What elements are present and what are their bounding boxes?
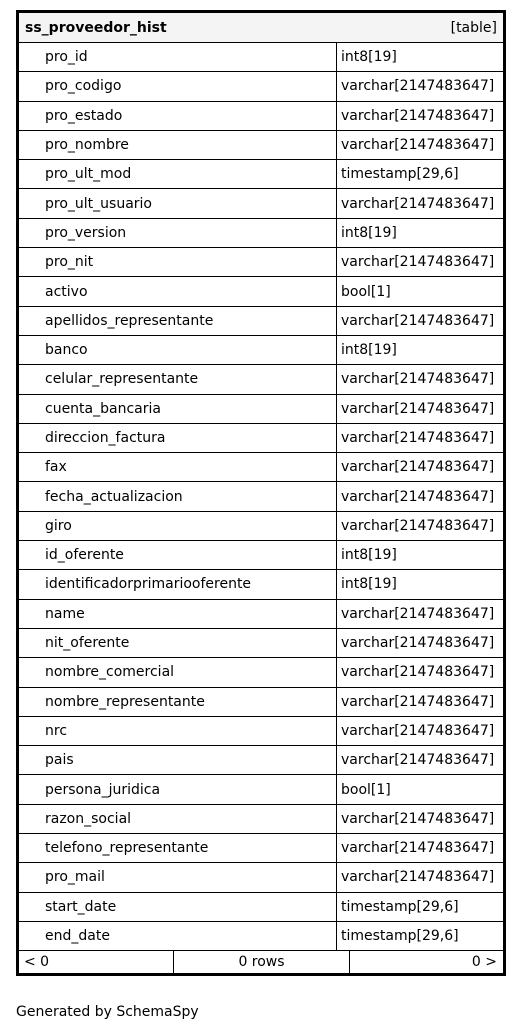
- footer-row-count: 0 rows: [174, 951, 350, 973]
- column-type: timestamp[29,6]: [341, 166, 459, 183]
- column-row: [19, 453, 503, 482]
- table-node: [16, 10, 506, 976]
- column-type: varchar[2147483647]: [341, 400, 495, 417]
- column-name: apellidos_representante: [19, 307, 337, 335]
- column-type: varchar[2147483647]: [341, 635, 495, 652]
- column-type: int8[19]: [341, 547, 397, 564]
- column-type: varchar[2147483647]: [341, 312, 495, 329]
- column-row: [19, 72, 503, 101]
- table-name: ss_proveedor_hist: [25, 19, 167, 36]
- column-name: pro_nit: [19, 248, 337, 276]
- column-row: [19, 43, 503, 72]
- column-row: [19, 219, 503, 248]
- column-type: varchar[2147483647]: [341, 195, 495, 212]
- column-row: [19, 277, 503, 306]
- column-name: pais: [19, 746, 337, 774]
- column-row: [19, 365, 503, 394]
- footer-parents-count: < 0: [19, 951, 174, 973]
- column-type: varchar[2147483647]: [341, 430, 495, 446]
- column-name: telefono_representante: [19, 834, 337, 862]
- column-type: varchar[2147483647]: [341, 752, 495, 769]
- column-name: pro_estado: [19, 102, 337, 130]
- column-name: pro_version: [19, 219, 337, 247]
- table-kind: [table]: [450, 19, 497, 36]
- column-name: pro_nombre: [19, 131, 337, 159]
- column-row: [19, 541, 503, 570]
- column-type: int8[19]: [341, 576, 397, 593]
- column-row: [19, 307, 503, 336]
- column-name: nombre_comercial: [19, 658, 337, 686]
- column-row: [19, 189, 503, 218]
- column-name: pro_mail: [19, 863, 337, 891]
- column-type: varchar[2147483647]: [341, 254, 495, 271]
- footer-children-count: 0 >: [471, 954, 497, 971]
- column-type: int8[19]: [341, 342, 397, 359]
- column-row: [19, 570, 503, 599]
- column-name: end_date: [19, 922, 337, 950]
- column-row: [19, 688, 503, 717]
- column-name: nit_oferente: [19, 629, 337, 657]
- column-name: pro_ult_usuario: [19, 189, 337, 217]
- column-name: razon_social: [19, 805, 337, 833]
- column-name: banco: [19, 336, 337, 364]
- column-type: varchar[2147483647]: [341, 517, 495, 534]
- column-row: [19, 424, 503, 453]
- column-name: fecha_actualizacion: [19, 482, 337, 510]
- column-type: varchar[2147483647]: [341, 810, 495, 827]
- column-row: [19, 395, 503, 424]
- column-type: varchar[2147483647]: [341, 137, 495, 154]
- column-row: [19, 131, 503, 160]
- column-name: identificadorprimariooferente: [19, 570, 337, 598]
- table-header: [19, 13, 503, 43]
- column-row: [19, 775, 503, 804]
- column-row: [19, 512, 503, 541]
- column-row: [19, 922, 503, 951]
- column-row: [19, 746, 503, 775]
- column-type: int8[19]: [341, 224, 397, 241]
- column-type: varchar[2147483647]: [341, 664, 495, 681]
- column-name: cuenta_bancaria: [19, 395, 337, 423]
- column-type: varchar[2147483647]: [341, 107, 495, 124]
- column-name: giro: [19, 512, 337, 540]
- column-name: start_date: [19, 893, 337, 921]
- column-name: activo: [19, 277, 337, 305]
- column-type: varchar[2147483647]: [341, 488, 495, 505]
- column-name: direccion_factura: [19, 424, 337, 452]
- column-name: name: [19, 600, 337, 628]
- column-row: [19, 834, 503, 863]
- column-row: [19, 336, 503, 365]
- column-name: fax: [19, 453, 337, 481]
- column-row: [19, 629, 503, 658]
- column-row: [19, 717, 503, 746]
- column-type: int8[19]: [341, 49, 397, 66]
- column-type: varchar[2147483647]: [341, 869, 495, 886]
- column-type: timestamp[29,6]: [341, 928, 459, 945]
- column-row: [19, 248, 503, 277]
- column-row: [19, 102, 503, 131]
- column-name: pro_codigo: [19, 72, 337, 100]
- column-type: varchar[2147483647]: [341, 693, 495, 710]
- column-type: varchar[2147483647]: [341, 722, 495, 739]
- column-name: pro_id: [19, 43, 337, 71]
- column-row: [19, 893, 503, 922]
- column-row: [19, 805, 503, 834]
- column-name: persona_juridica: [19, 775, 337, 803]
- column-type: bool[1]: [341, 283, 391, 300]
- column-name: nrc: [19, 717, 337, 745]
- column-row: [19, 482, 503, 511]
- column-type: varchar[2147483647]: [341, 78, 495, 95]
- column-type: timestamp[29,6]: [341, 898, 459, 915]
- column-type: varchar[2147483647]: [341, 371, 495, 388]
- column-list: [19, 43, 503, 951]
- column-row: [19, 863, 503, 892]
- column-type: bool[1]: [341, 781, 391, 798]
- table-footer: [19, 951, 503, 973]
- column-name: id_oferente: [19, 541, 337, 569]
- column-type: varchar[2147483647]: [341, 605, 495, 622]
- column-row: [19, 658, 503, 687]
- column-name: nombre_representante: [19, 688, 337, 716]
- column-type: varchar[2147483647]: [341, 459, 495, 476]
- generated-by-label: Generated by SchemaSpy: [16, 1004, 199, 1020]
- column-row: [19, 600, 503, 629]
- column-name: celular_representante: [19, 365, 337, 393]
- column-type: varchar[2147483647]: [341, 840, 495, 857]
- column-name: pro_ult_mod: [19, 160, 337, 188]
- column-row: [19, 160, 503, 189]
